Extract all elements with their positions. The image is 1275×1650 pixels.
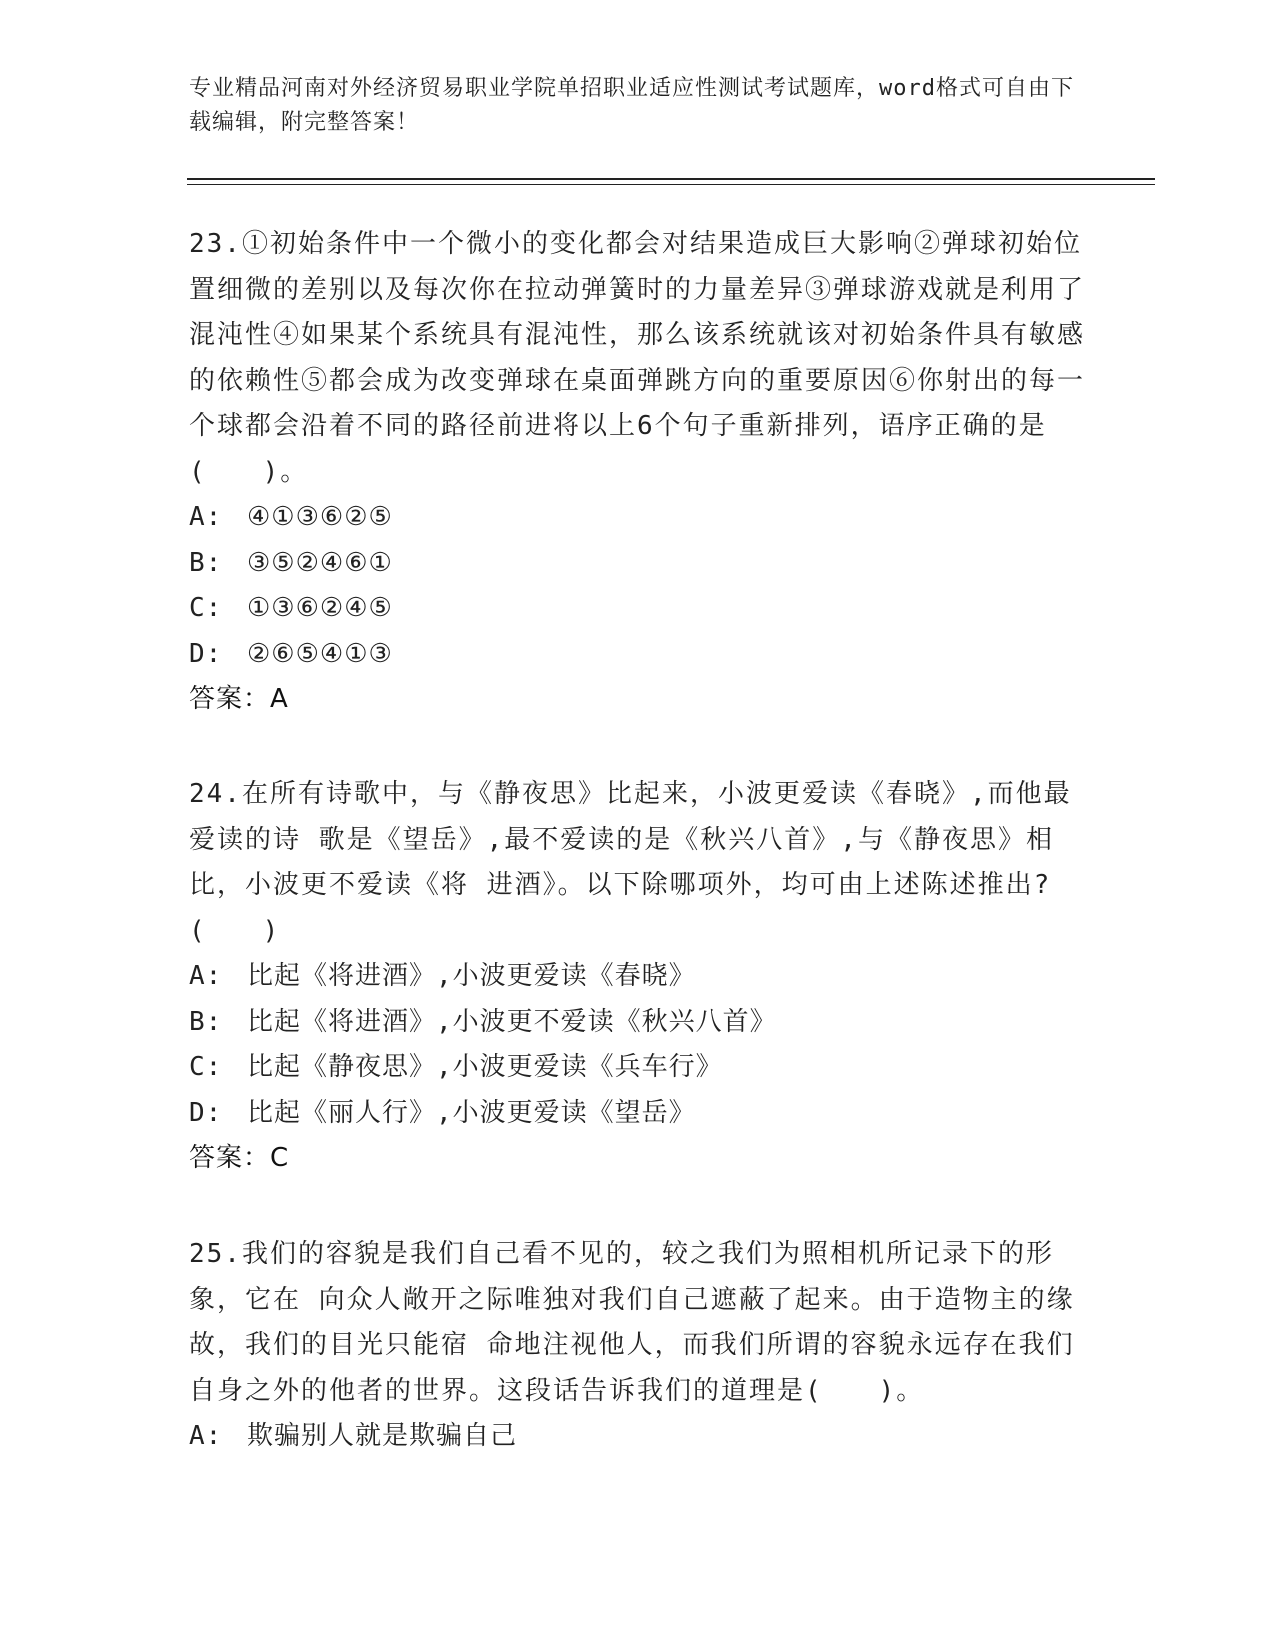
option-text: 比起《将进酒》,小波更不爱读《秋兴八首》 xyxy=(247,1006,777,1037)
option-d xyxy=(189,1091,1089,1137)
option-b xyxy=(189,1000,1089,1046)
option-a xyxy=(189,1414,1089,1460)
option-b xyxy=(189,541,1089,587)
question-stem: 25.我们的容貌是我们自己看不见的，较之我们为照相机所记录下的形象，它在 向众人敞开之际唯独对我们自己遮蔽了起来。由于造物主的缘故，我们的目光只能宿 命地注视他人，而我们所谓的容貌永远存在我们自身之外的他者的世界。这段话告诉我们的道理是( )。 xyxy=(189,1239,1075,1406)
option-text: 比起《静夜思》,小波更爱读《兵车行》 xyxy=(247,1052,723,1082)
option-key: D: xyxy=(189,638,223,669)
option-text: ②⑥⑤④①③ xyxy=(247,638,393,669)
option-key: B: xyxy=(189,1006,223,1037)
option-c xyxy=(189,586,1089,632)
option-key: C: xyxy=(189,1052,223,1082)
option-text: ③⑤②④⑥① xyxy=(247,547,393,578)
page-header: 专业精品河南对外经济贸易职业学院单招职业适应性测试考试题库，word格式可自由下载编辑，附完整答案！ xyxy=(189,76,1074,135)
question-24 xyxy=(189,772,1089,1182)
option-key: A: xyxy=(189,961,223,991)
option-key: B: xyxy=(189,547,223,578)
question-23 xyxy=(189,222,1089,723)
option-a xyxy=(189,954,1089,1000)
option-text: ①③⑥②④⑤ xyxy=(247,593,393,623)
header-divider-thin xyxy=(187,184,1155,185)
option-a xyxy=(189,495,1089,541)
header-divider-thick xyxy=(187,178,1155,180)
option-text: ④①③⑥②⑤ xyxy=(247,502,393,532)
option-key: A: xyxy=(189,1421,223,1451)
option-key: D: xyxy=(189,1097,223,1128)
option-key: C: xyxy=(189,593,223,623)
option-text: 比起《丽人行》,小波更爱读《望岳》 xyxy=(247,1097,696,1128)
answer-line: 答案：C xyxy=(189,1143,290,1173)
option-c xyxy=(189,1045,1089,1091)
question-25 xyxy=(189,1232,1089,1460)
option-d xyxy=(189,632,1089,678)
option-key: A: xyxy=(189,502,223,532)
answer-line: 答案：A xyxy=(189,684,289,714)
question-stem: 24.在所有诗歌中，与《静夜思》比起来，小波更爱读《春晓》,而他最爱读的诗 歌是《望岳》,最不爱读的是《秋兴八首》,与《静夜思》相比，小波更不爱读《将 进酒》。以下除哪项外，均可由上述陈述推出?( ) xyxy=(189,779,1072,946)
option-text: 比起《将进酒》,小波更爱读《春晓》 xyxy=(247,961,696,991)
option-text: 欺骗别人就是欺骗自己 xyxy=(247,1421,518,1451)
question-stem: 23.①初始条件中一个微小的变化都会对结果造成巨大影响②弹球初始位置细微的差别以及每次你在拉动弹簧时的力量差异③弹球游戏就是利用了混沌性④如果某个系统具有混沌性，那么该系统就该对初始条件具有敏感的依赖性⑤都会成为改变弹球在桌面弹跳方向的重要原因⑥你射出的每一个球都会沿着不同的路径前进将以上6个句子重新排列，语序正确的是( )。 xyxy=(189,229,1086,487)
